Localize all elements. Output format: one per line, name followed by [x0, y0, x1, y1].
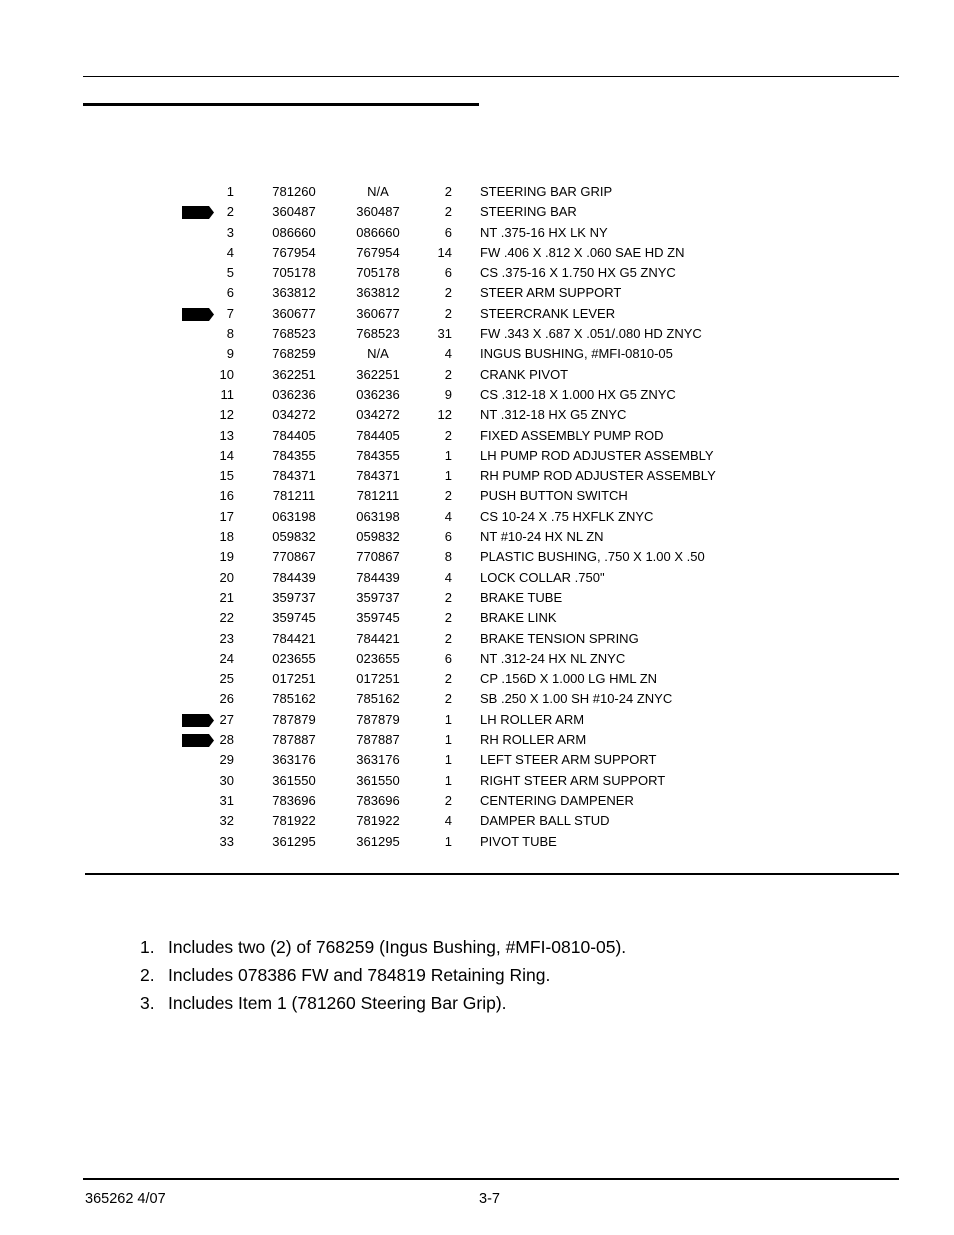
part-number: 785162: [272, 691, 316, 707]
part-description: NT .375-16 HX LK NY: [480, 224, 608, 240]
alternate-part-number: 784421: [356, 630, 400, 646]
alternate-part-number: 705178: [356, 265, 400, 281]
item-number: 19: [219, 549, 234, 565]
notes-list: [140, 933, 626, 1017]
alternate-part-number: 363812: [356, 285, 400, 301]
item-number: 24: [219, 650, 234, 666]
part-description: CENTERING DAMPENER: [480, 792, 634, 808]
parts-row: [0, 344, 954, 364]
alternate-part-number: 781211: [356, 488, 400, 504]
item-number: 4: [226, 244, 234, 260]
part-number: 768259: [272, 346, 316, 362]
part-description: RH ROLLER ARM: [480, 732, 587, 748]
part-description: LH PUMP ROD ADJUSTER ASSEMBLY: [480, 447, 714, 463]
alternate-part-number: 787887: [356, 732, 400, 748]
part-number: 059832: [272, 529, 316, 545]
note-number: 1.: [140, 937, 155, 957]
quantity: 6: [444, 650, 452, 666]
page-number: 3-7: [479, 1191, 500, 1207]
quantity: 1: [444, 447, 452, 463]
parts-row: [0, 608, 954, 628]
part-number: 361550: [272, 772, 316, 788]
alternate-part-number: 017251: [356, 671, 400, 687]
document-number: 365262 4/07: [85, 1191, 166, 1207]
part-number: 781211: [272, 488, 316, 504]
alternate-part-number: 363176: [356, 752, 400, 768]
part-description: FIXED ASSEMBLY PUMP ROD: [480, 427, 664, 443]
part-description: STEERING BAR GRIP: [480, 184, 613, 199]
part-number: 768523: [272, 326, 316, 342]
item-number: 23: [219, 630, 234, 646]
item-number: 1: [226, 184, 234, 199]
note-item: [140, 989, 626, 1017]
alternate-part-number: 784439: [356, 569, 400, 585]
parts-row: [0, 202, 954, 222]
quantity: 1: [444, 772, 452, 788]
quantity: 2: [444, 671, 452, 687]
part-description: FW .406 X .812 X .060 SAE HD ZN: [480, 244, 685, 260]
item-number: 17: [219, 508, 234, 524]
part-description: STEER ARM SUPPORT: [480, 285, 622, 301]
item-number: 13: [219, 427, 234, 443]
item-number: 18: [219, 529, 234, 545]
part-description: NT .312-24 HX NL ZNYC: [480, 650, 626, 666]
quantity: 9: [444, 386, 452, 402]
part-number: 781922: [272, 813, 316, 829]
part-description: INGUS BUSHING, #MFI-0810-05: [480, 346, 673, 362]
parts-row: [0, 304, 954, 324]
quantity: 6: [444, 224, 452, 240]
part-number: 784371: [272, 468, 316, 484]
part-number: 363176: [272, 752, 316, 768]
part-number: 086660: [272, 224, 316, 240]
item-number: 6: [226, 285, 234, 301]
part-number: 034272: [272, 407, 316, 423]
item-number: 29: [219, 752, 234, 768]
quantity: 6: [444, 265, 452, 281]
alternate-part-number: 767954: [356, 244, 400, 260]
parts-row: [0, 791, 954, 811]
alternate-part-number: 362251: [356, 366, 400, 382]
alternate-part-number: N/A: [367, 184, 389, 199]
item-number: 22: [219, 610, 234, 626]
parts-row: [0, 507, 954, 527]
quantity: 1: [444, 833, 452, 849]
part-description: PIVOT TUBE: [480, 833, 557, 849]
part-description: PUSH BUTTON SWITCH: [480, 488, 628, 504]
part-description: CS .375-16 X 1.750 HX G5 ZNYC: [480, 265, 676, 281]
quantity: 2: [444, 305, 452, 321]
parts-row: [0, 486, 954, 506]
part-description: SB .250 X 1.00 SH #10-24 ZNYC: [480, 691, 673, 707]
part-description: STEERCRANK LEVER: [480, 305, 616, 321]
alternate-part-number: 361550: [356, 772, 400, 788]
part-description: FW .343 X .687 X .051/.080 HD ZNYC: [480, 326, 702, 342]
quantity: 14: [437, 244, 452, 260]
part-number: 362251: [272, 366, 316, 382]
parts-row: [0, 283, 954, 303]
part-number: 784405: [272, 427, 316, 443]
item-number: 10: [219, 366, 234, 382]
quantity: 2: [444, 691, 452, 707]
part-number: 023655: [272, 650, 316, 666]
part-number: 063198: [272, 508, 316, 524]
alternate-part-number: 086660: [356, 224, 400, 240]
quantity: 4: [444, 508, 452, 524]
part-number: 363812: [272, 285, 316, 301]
quantity: 12: [437, 407, 452, 423]
item-number: 7: [226, 305, 234, 321]
quantity: 2: [444, 792, 452, 808]
parts-row: [0, 466, 954, 486]
quantity: 2: [444, 610, 452, 626]
footer-rule: [83, 1178, 899, 1180]
part-description: LEFT STEER ARM SUPPORT: [480, 752, 657, 768]
note-number: 2.: [140, 965, 155, 985]
quantity: 2: [444, 204, 452, 220]
part-description: BRAKE TUBE: [480, 589, 563, 605]
note-item: [140, 961, 626, 989]
alternate-part-number: 770867: [356, 549, 400, 565]
parts-row: [0, 689, 954, 709]
parts-row: [0, 832, 954, 852]
parts-row: [0, 629, 954, 649]
item-number: 20: [219, 569, 234, 585]
parts-list-table: [0, 182, 954, 852]
alternate-part-number: 360487: [356, 204, 400, 220]
item-number: 21: [219, 589, 234, 605]
part-number: 784439: [272, 569, 316, 585]
parts-row: [0, 710, 954, 730]
parts-row: [0, 649, 954, 669]
part-number: 359745: [272, 610, 316, 626]
item-number: 31: [219, 792, 234, 808]
alternate-part-number: 359745: [356, 610, 400, 626]
part-description: NT #10-24 HX NL ZN: [480, 529, 604, 545]
part-description: DAMPER BALL STUD: [480, 813, 610, 829]
quantity: 2: [444, 488, 452, 504]
part-number: 036236: [272, 386, 316, 402]
part-number: 360487: [272, 204, 316, 220]
quantity: 1: [444, 711, 452, 727]
parts-row: [0, 385, 954, 405]
part-description: LOCK COLLAR .750": [480, 569, 605, 585]
quantity: 2: [444, 366, 452, 382]
quantity: 31: [437, 326, 452, 342]
alternate-part-number: 783696: [356, 792, 400, 808]
item-number: 26: [219, 691, 234, 707]
quantity: 4: [444, 813, 452, 829]
alternate-part-number: 023655: [356, 650, 400, 666]
parts-row: [0, 568, 954, 588]
note-text: Includes Item 1 (781260 Steering Bar Grip).: [168, 993, 507, 1013]
item-number: 27: [219, 711, 234, 727]
parts-row: [0, 263, 954, 283]
item-number: 16: [219, 488, 234, 504]
item-number: 15: [219, 468, 234, 484]
part-description: CS 10-24 X .75 HXFLK ZNYC: [480, 508, 654, 524]
part-number: 017251: [272, 671, 316, 687]
part-number: 787879: [272, 711, 316, 727]
part-number: 784355: [272, 447, 316, 463]
part-number: 359737: [272, 589, 316, 605]
part-number: 784421: [272, 630, 316, 646]
parts-row: [0, 669, 954, 689]
part-number: 787887: [272, 732, 316, 748]
item-number: 12: [219, 407, 234, 423]
part-number: 781260: [272, 184, 316, 199]
quantity: 2: [444, 184, 452, 199]
item-number: 25: [219, 671, 234, 687]
parts-row: [0, 811, 954, 831]
part-description: BRAKE TENSION SPRING: [480, 630, 639, 646]
parts-row: [0, 182, 954, 202]
part-description: PLASTIC BUSHING, .750 X 1.00 X .50: [480, 549, 705, 565]
quantity: 1: [444, 732, 452, 748]
quantity: 2: [444, 630, 452, 646]
quantity: 4: [444, 346, 452, 362]
alternate-part-number: 361295: [356, 833, 400, 849]
item-number: 30: [219, 772, 234, 788]
parts-row: [0, 547, 954, 567]
parts-row: [0, 243, 954, 263]
quantity: 4: [444, 569, 452, 585]
part-description: CRANK PIVOT: [480, 366, 569, 382]
alternate-part-number: 784355: [356, 447, 400, 463]
alternate-part-number: 781922: [356, 813, 400, 829]
quantity: 6: [444, 529, 452, 545]
parts-row: [0, 324, 954, 344]
part-description: CP .156D X 1.000 LG HML ZN: [480, 671, 658, 687]
quantity: 2: [444, 427, 452, 443]
item-number: 28: [219, 732, 234, 748]
quantity: 2: [444, 285, 452, 301]
parts-row: [0, 730, 954, 750]
alternate-part-number: 784405: [356, 427, 400, 443]
part-description: CS .312-18 X 1.000 HX G5 ZNYC: [480, 386, 676, 402]
quantity: 1: [444, 468, 452, 484]
parts-row: [0, 771, 954, 791]
item-number: 32: [219, 813, 234, 829]
part-description: NT .312-18 HX G5 ZNYC: [480, 407, 627, 423]
alternate-part-number: 063198: [356, 508, 400, 524]
parts-row: [0, 527, 954, 547]
parts-row: [0, 223, 954, 243]
alternate-part-number: 785162: [356, 691, 400, 707]
alternate-part-number: 787879: [356, 711, 400, 727]
quantity: 1: [444, 752, 452, 768]
item-number: 3: [226, 224, 234, 240]
note-text: Includes 078386 FW and 784819 Retaining Ring.: [168, 965, 551, 985]
parts-row: [0, 405, 954, 425]
parts-row: [0, 365, 954, 385]
part-number: 767954: [272, 244, 316, 260]
alternate-part-number: 059832: [356, 529, 400, 545]
part-description: LH ROLLER ARM: [480, 711, 585, 727]
part-number: 705178: [272, 265, 316, 281]
note-text: Includes two (2) of 768259 (Ingus Bushing, #MFI-0810-05).: [168, 937, 627, 957]
item-number: 14: [219, 447, 234, 463]
parts-row: [0, 446, 954, 466]
part-description: STEERING BAR: [480, 204, 577, 220]
parts-row: [0, 588, 954, 608]
part-description: BRAKE LINK: [480, 610, 557, 626]
item-number: 9: [226, 346, 234, 362]
part-number: 360677: [272, 305, 316, 321]
alternate-part-number: 360677: [356, 305, 400, 321]
part-description: RH PUMP ROD ADJUSTER ASSEMBLY: [480, 468, 716, 484]
alternate-part-number: 784371: [356, 468, 400, 484]
header-rule: [83, 76, 899, 77]
note-item: [140, 933, 626, 961]
part-number: 361295: [272, 833, 316, 849]
table-bottom-rule: [85, 873, 899, 875]
part-number: 770867: [272, 549, 316, 565]
note-number: 3.: [140, 993, 155, 1013]
item-number: 33: [219, 833, 234, 849]
alternate-part-number: N/A: [367, 346, 389, 362]
alternate-part-number: 359737: [356, 589, 400, 605]
alternate-part-number: 036236: [356, 386, 400, 402]
part-description: RIGHT STEER ARM SUPPORT: [480, 772, 666, 788]
item-number: 2: [226, 204, 234, 220]
alternate-part-number: 768523: [356, 326, 400, 342]
alternate-part-number: 034272: [356, 407, 400, 423]
parts-row: [0, 750, 954, 770]
item-number: 8: [226, 326, 234, 342]
item-number: 11: [220, 386, 234, 402]
title-underline-rule: [83, 103, 479, 106]
item-number: 5: [226, 265, 234, 281]
parts-row: [0, 426, 954, 446]
quantity: 8: [444, 549, 452, 565]
part-number: 783696: [272, 792, 316, 808]
quantity: 2: [444, 589, 452, 605]
